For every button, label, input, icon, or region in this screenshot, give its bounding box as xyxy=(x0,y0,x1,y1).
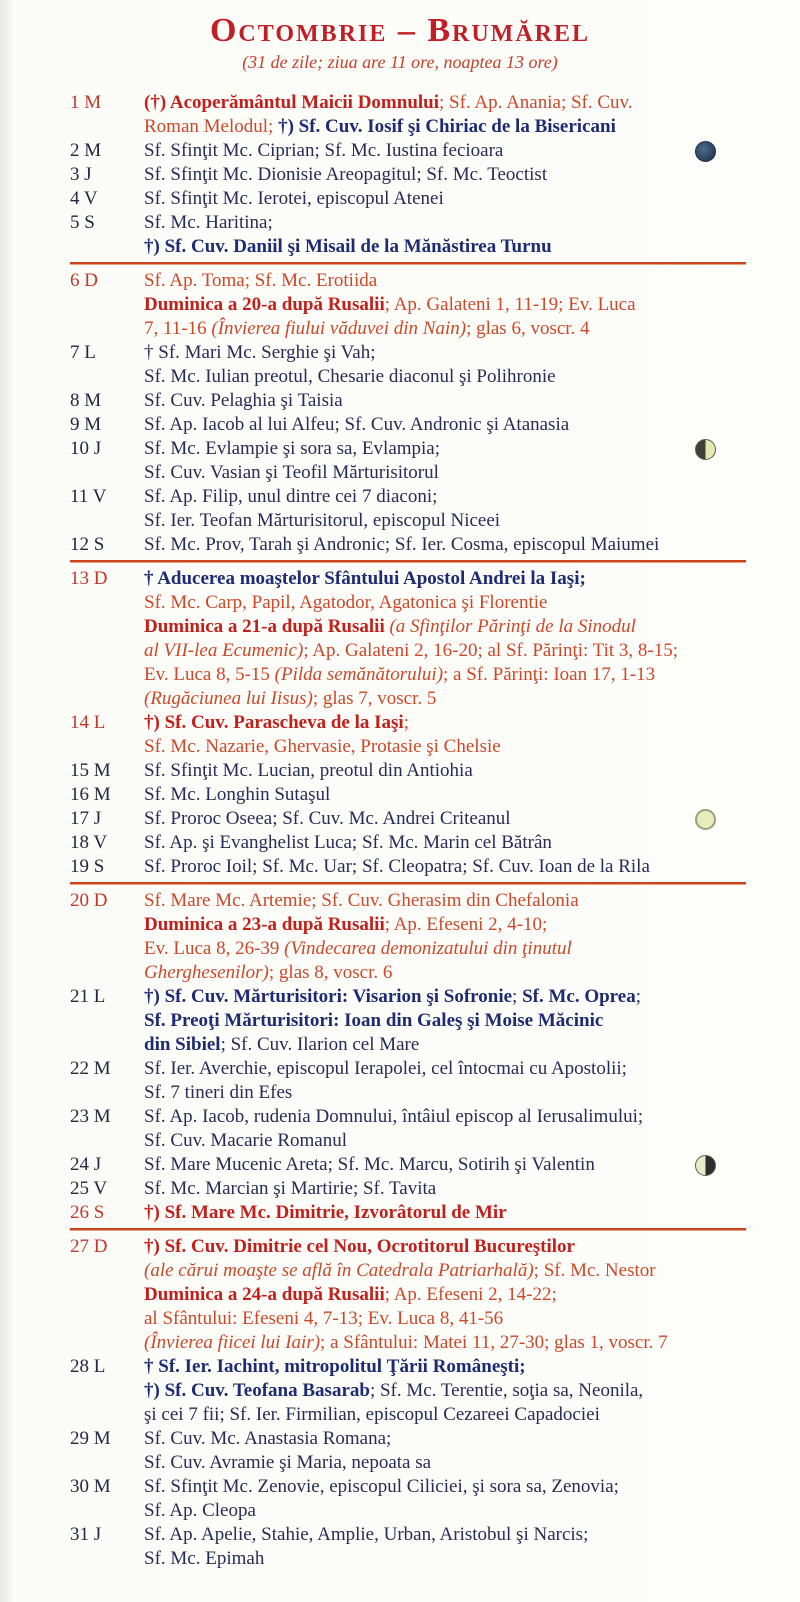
text-segment: ; Ap. Efeseni 2, 14-22; xyxy=(384,1284,557,1306)
text-segment: Sf. Sfinţit Mc. Ciprian; Sf. Mc. Iustina fecioara xyxy=(144,140,504,162)
calendar-entry-29-m xyxy=(70,1427,746,1475)
text-segment: Sf. Sfinţit Mc. Dionisie Areopagitul; Sf. Mc. Teoctist xyxy=(144,164,548,186)
text-segment: Sf. Cuv. Macarie Romanul xyxy=(144,1130,347,1152)
text-segment: Sf. Ap. Cleopa xyxy=(144,1500,256,1522)
text-segment: Sf. Mc. Prov, Tarah şi Andronic; Sf. Ier. Cosma, episcopul Maiumei xyxy=(144,534,660,556)
day-label: 9 M xyxy=(70,414,102,436)
text-segment: †) Sf. Cuv. Parascheva de la Iaşi xyxy=(144,712,404,734)
entry-line xyxy=(144,1105,746,1129)
calendar-entry-3-j xyxy=(70,163,746,187)
day-label: 7 L xyxy=(70,342,96,364)
entry-line xyxy=(144,1177,746,1201)
calendar-entry-30-m xyxy=(70,1475,746,1523)
text-segment: Sf. 7 tineri din Efes xyxy=(144,1082,293,1104)
text-segment: Ev. Luca 8, 26-39 xyxy=(144,938,285,960)
entry-text xyxy=(144,1235,746,1355)
calendar-entry-24-j xyxy=(70,1153,746,1177)
day-label: 10 J xyxy=(70,438,102,460)
text-segment: Sf. Mc. Carp, Papil, Agatodor, Agatonica şi Florentie xyxy=(144,592,548,614)
day-label: 16 M xyxy=(70,784,111,806)
entry-line xyxy=(144,1283,746,1307)
entry-text xyxy=(144,533,746,557)
text-segment: (ale cărui moaşte se află în Catedrala Patriarhală) xyxy=(144,1260,534,1282)
text-segment: Sf. Mc. Epimah xyxy=(144,1548,265,1570)
entry-line xyxy=(144,533,746,557)
entry-text xyxy=(144,341,746,389)
text-segment: Sf. Cuv. Vasian şi Teofil Mărturisitorul xyxy=(144,462,439,484)
entry-line xyxy=(144,115,746,139)
entry-text xyxy=(144,1177,746,1201)
text-segment: †) Sf. Cuv. Iosif şi Chiriac de la Bisericani xyxy=(278,116,616,138)
entry-line xyxy=(144,663,746,687)
text-segment: (a Sfinţilor Părinţi de la Sinodul xyxy=(384,616,636,638)
entry-text xyxy=(144,759,746,783)
entry-line xyxy=(144,591,746,615)
calendar-entry-10-j xyxy=(70,437,746,485)
calendar-entry-22-m xyxy=(70,1057,746,1105)
entry-line xyxy=(144,913,746,937)
day-label: 20 D xyxy=(70,890,108,912)
day-label: 15 M xyxy=(70,760,111,782)
entry-line xyxy=(144,783,746,807)
text-segment: Sf. Ap. Iacob al lui Alfeu; Sf. Cuv. Andronic şi Atanasia xyxy=(144,414,570,436)
day-label: 12 S xyxy=(70,534,105,556)
entry-line xyxy=(144,509,746,533)
text-segment: †) Sf. Cuv. Daniil şi Misail de la Mănăstirea Turnu xyxy=(144,236,552,258)
text-segment: Sf. Cuv. Pelaghia şi Taisia xyxy=(144,390,343,412)
entry-line xyxy=(144,759,746,783)
calendar-entry-8-m xyxy=(70,389,746,413)
entry-text xyxy=(144,269,746,341)
entry-line xyxy=(144,413,746,437)
entry-line xyxy=(144,961,746,985)
calendar-entry-12-s xyxy=(70,533,746,557)
text-segment: ; Ap. Galateni 2, 16-20; al Sf. Părinţi: Tit 3, 8-15; xyxy=(303,640,679,662)
text-segment: Roman Melodul; xyxy=(144,116,279,138)
entry-line xyxy=(144,163,746,187)
entry-line xyxy=(144,889,746,913)
text-segment: Sf. Proroc Oseea; Sf. Cuv. Mc. Andrei Criteanul xyxy=(144,808,511,830)
entry-text xyxy=(144,855,746,879)
text-segment: ; a Sfântului: Matei 11, 27-30; glas 1, voscr. 7 xyxy=(320,1332,668,1354)
entry-line xyxy=(144,1451,746,1475)
calendar-entry-1-m xyxy=(70,91,746,139)
entry-line xyxy=(144,437,746,461)
text-segment: Ev. Luca 8, 5-15 xyxy=(144,664,275,686)
day-label: 13 D xyxy=(70,568,108,590)
calendar-entry-7-l xyxy=(70,341,746,389)
calendar-entry-13-d xyxy=(70,567,746,711)
entry-line xyxy=(144,1307,746,1331)
text-segment: Sf. Mc. Oprea xyxy=(522,986,636,1008)
text-segment: Sf. Mc. Longhin Sutaşul xyxy=(144,784,331,806)
text-segment: † Sf. Mari Mc. Serghie şi Vah; xyxy=(144,342,376,364)
calendar-entry-25-v xyxy=(70,1177,746,1201)
day-label: 31 J xyxy=(70,1524,102,1546)
entry-line xyxy=(144,807,746,831)
day-label: 5 S xyxy=(70,212,95,234)
text-segment: ; Sf. Ap. Anania; Sf. Cuv. xyxy=(439,92,633,114)
day-label: 2 M xyxy=(70,140,102,162)
entry-text xyxy=(144,567,746,711)
sunday-separator xyxy=(70,1228,746,1231)
text-segment: Sf. Mc. Nazarie, Ghervasie, Protasie şi Chelsie xyxy=(144,736,501,758)
entry-text xyxy=(144,783,746,807)
entry-text xyxy=(144,1475,746,1523)
entry-text xyxy=(144,889,746,985)
text-segment: Sf. Ap. Iacob, rudenia Domnului, întâiul episcop al Ierusalimului; xyxy=(144,1106,644,1128)
entry-text xyxy=(144,163,746,187)
entry-line xyxy=(144,389,746,413)
day-label: 23 M xyxy=(70,1106,111,1128)
entry-line xyxy=(144,139,746,163)
text-segment: ; xyxy=(403,712,409,734)
entry-text xyxy=(144,831,746,855)
entry-text xyxy=(144,1105,746,1153)
entry-line xyxy=(144,1057,746,1081)
entry-line xyxy=(144,687,746,711)
entry-text xyxy=(144,807,746,831)
entry-line xyxy=(144,269,746,293)
entry-line xyxy=(144,293,746,317)
entry-text xyxy=(144,1201,746,1225)
text-segment: (Învierea fiicei lui Iair) xyxy=(144,1332,321,1354)
text-segment: Sf. Cuv. Avramie şi Maria, nepoata sa xyxy=(144,1452,432,1474)
text-segment: Sf. Sfinţit Mc. Ierotei, episcopul Atenei xyxy=(144,188,444,210)
text-segment: Sf. Ap. Toma; Sf. Mc. Erotiida xyxy=(144,270,378,292)
calendar-entry-19-s xyxy=(70,855,746,879)
entry-text xyxy=(144,1153,746,1177)
entry-line xyxy=(144,711,746,735)
entry-line xyxy=(144,341,746,365)
day-label: 6 D xyxy=(70,270,98,292)
text-segment: Sf. Mc. Evlampie şi sora sa, Evlampia; xyxy=(144,438,441,460)
entry-line xyxy=(144,235,746,259)
calendar-entry-4-v xyxy=(70,187,746,211)
entry-line xyxy=(144,1475,746,1499)
text-segment: Gherghesenilor) xyxy=(144,962,269,984)
text-segment: †) Sf. Cuv. Mărturisitori: Visarion şi Sofronie xyxy=(144,986,513,1008)
calendar-entry-15-m xyxy=(70,759,746,783)
text-segment: †) Sf. Cuv. Dimitrie cel Nou, Ocrotitorul Bucureştilor xyxy=(144,1236,575,1258)
text-segment: Sf. Mare Mucenic Areta; Sf. Mc. Marcu, Sotirih şi Valentin xyxy=(144,1154,595,1176)
entry-line xyxy=(144,937,746,961)
calendar-entry-31-j xyxy=(70,1523,746,1571)
text-segment: ; Ap. Galateni 1, 11-19; Ev. Luca xyxy=(384,294,636,316)
calendar-entry-28-l xyxy=(70,1355,746,1427)
text-segment: Sf. Mc. Haritina; xyxy=(144,212,273,234)
sunday-separator xyxy=(70,882,746,885)
calendar-entry-21-l xyxy=(70,985,746,1057)
text-segment: Sf. Proroc Ioil; Sf. Mc. Uar; Sf. Cleopatra; Sf. Cuv. Ioan de la Rila xyxy=(144,856,650,878)
entry-line xyxy=(144,855,746,879)
day-label: 29 M xyxy=(70,1428,111,1450)
day-label: 22 M xyxy=(70,1058,111,1080)
sunday-separator xyxy=(70,262,746,265)
day-label: 30 M xyxy=(70,1476,111,1498)
entry-text xyxy=(144,389,746,413)
entry-text xyxy=(144,91,746,139)
entry-line xyxy=(144,91,746,115)
entry-line xyxy=(144,1201,746,1225)
entry-line xyxy=(144,485,746,509)
entry-text xyxy=(144,413,746,437)
calendar-entry-18-v xyxy=(70,831,746,855)
calendar-list xyxy=(0,91,800,1571)
text-segment: Sf. Sfinţit Mc. Lucian, preotul din Antiohia xyxy=(144,760,473,782)
calendar-entry-20-d xyxy=(70,889,746,985)
calendar-entry-23-m xyxy=(70,1105,746,1153)
day-label: 28 L xyxy=(70,1356,106,1378)
calendar-entry-9-m xyxy=(70,413,746,437)
text-segment: al VII-lea Ecumenic) xyxy=(144,640,304,662)
day-label: 19 S xyxy=(70,856,105,878)
text-segment: (Pilda semănătorului) xyxy=(274,664,444,686)
text-segment: Sf. Ap. Apelie, Stahie, Amplie, Urban, Aristobul şi Narcis; xyxy=(144,1524,589,1546)
entry-line xyxy=(144,567,746,591)
entry-line xyxy=(144,1235,746,1259)
entry-line xyxy=(144,735,746,759)
day-label: 4 V xyxy=(70,188,98,210)
entry-text xyxy=(144,1523,746,1571)
entry-line xyxy=(144,1355,746,1379)
entry-text xyxy=(144,985,746,1057)
text-segment: Sf. Ier. Averchie, episcopul Ierapolei, cel întocmai cu Apostolii; xyxy=(144,1058,627,1080)
text-segment: Sf. Ier. Teofan Mărturisitorul, episcopul Niceei xyxy=(144,510,501,532)
text-segment: din Sibiel xyxy=(144,1034,221,1056)
entry-line xyxy=(144,1427,746,1451)
text-segment: Sf. Ap. şi Evanghelist Luca; Sf. Mc. Marin cel Bătrân xyxy=(144,832,552,854)
day-label: 27 D xyxy=(70,1236,108,1258)
text-segment: †) Sf. Cuv. Teofana Basarab xyxy=(144,1380,370,1402)
day-label: 1 M xyxy=(70,92,102,114)
entry-line xyxy=(144,1009,746,1033)
entry-line xyxy=(144,639,746,663)
text-segment: şi cei 7 fii; Sf. Ier. Firmilian, episcopul Cezareei Capadociei xyxy=(144,1404,600,1426)
day-label: 25 V xyxy=(70,1178,108,1200)
entry-text xyxy=(144,485,746,533)
text-segment: (Învierea fiului văduvei din Nain) xyxy=(211,318,467,340)
text-segment: 7, 11-16 xyxy=(144,318,212,340)
text-segment: †) Sf. Mare Mc. Dimitrie, Izvorâtorul de Mir xyxy=(144,1202,507,1224)
entry-line xyxy=(144,1033,746,1057)
text-segment: ; a Sf. Părinţi: Ioan 17, 1-13 xyxy=(443,664,656,686)
entry-text xyxy=(144,1355,746,1427)
entry-text xyxy=(144,187,746,211)
calendar-entry-5-s xyxy=(70,211,746,259)
day-label: 11 V xyxy=(70,486,107,508)
text-segment: † Sf. Ier. Iachint, mitropolitul Ţării Româneşti; xyxy=(144,1356,526,1378)
entry-line xyxy=(144,1331,746,1355)
entry-text xyxy=(144,437,746,485)
day-label: 3 J xyxy=(70,164,92,186)
text-segment: Sf. Mare Mc. Artemie; Sf. Cuv. Gherasim din Chefalonia xyxy=(144,890,579,912)
text-segment: Duminica a 21-a după Rusalii xyxy=(144,616,385,638)
text-segment: (Vindecarea demonizatului din ţinutul xyxy=(284,938,572,960)
entry-line xyxy=(144,317,746,341)
calendar-entry-14-l xyxy=(70,711,746,759)
text-segment: Sf. Sfinţit Mc. Zenovie, episcopul Ciliciei, şi sora sa, Zenovia; xyxy=(144,1476,619,1498)
entry-line xyxy=(144,1081,746,1105)
entry-line xyxy=(144,1259,746,1283)
text-segment: ; Sf. Mc. Terentie, soţia sa, Neonila, xyxy=(369,1380,644,1402)
text-segment: (Rugăciunea lui Iisus) xyxy=(144,688,313,710)
day-label: 14 L xyxy=(70,712,106,734)
entry-line xyxy=(144,615,746,639)
text-segment: Sf. Mc. Iulian preotul, Chesarie diaconul şi Polihronie xyxy=(144,366,556,388)
entry-text xyxy=(144,1427,746,1475)
day-label: 21 L xyxy=(70,986,106,1008)
entry-line xyxy=(144,187,746,211)
entry-line xyxy=(144,831,746,855)
text-segment: ; glas 7, voscr. 5 xyxy=(312,688,437,710)
text-segment: Duminica a 20-a după Rusalii xyxy=(144,294,385,316)
text-segment: Sf. Ap. Filip, unul dintre cei 7 diaconi; xyxy=(144,486,438,508)
text-segment: ; Sf. Cuv. Ilarion cel Mare xyxy=(220,1034,420,1056)
entry-text xyxy=(144,139,746,163)
entry-text xyxy=(144,711,746,759)
calendar-entry-17-j xyxy=(70,807,746,831)
calendar-entry-26-s xyxy=(70,1201,746,1225)
text-segment: Duminica a 24-a după Rusalii xyxy=(144,1284,385,1306)
text-segment: Sf. Cuv. Mc. Anastasia Romana; xyxy=(144,1428,392,1450)
text-segment: Sf. Preoţi Mărturisitori: Ioan din Galeş şi Moise Măcinic xyxy=(144,1010,604,1032)
calendar-entry-2-m xyxy=(70,139,746,163)
sunday-separator xyxy=(70,560,746,563)
entry-line xyxy=(144,985,746,1009)
calendar-entry-27-d xyxy=(70,1235,746,1355)
text-segment: Sf. Mc. Marcian şi Martirie; Sf. Tavita xyxy=(144,1178,437,1200)
text-segment: Duminica a 23-a după Rusalii xyxy=(144,914,385,936)
entry-line xyxy=(144,1523,746,1547)
text-segment: ; xyxy=(512,986,523,1008)
entry-line xyxy=(144,211,746,235)
entry-line xyxy=(144,1129,746,1153)
entry-line xyxy=(144,1499,746,1523)
text-segment: (†) Acoperământul Maicii Domnului xyxy=(144,92,440,114)
text-segment: ; glas 6, voscr. 4 xyxy=(466,318,590,340)
calendar-entry-11-v xyxy=(70,485,746,533)
entry-line xyxy=(144,1403,746,1427)
day-label: 8 M xyxy=(70,390,102,412)
day-label: 24 J xyxy=(70,1154,102,1176)
day-label: 17 J xyxy=(70,808,102,830)
entry-line xyxy=(144,461,746,485)
entry-line xyxy=(144,365,746,389)
calendar-entry-16-m xyxy=(70,783,746,807)
text-segment: ; glas 8, voscr. 6 xyxy=(268,962,393,984)
entry-text xyxy=(144,211,746,259)
text-segment: † Aducerea moaştelor Sfântului Apostol Andrei la Iaşi; xyxy=(144,568,586,590)
day-label: 26 S xyxy=(70,1202,105,1224)
text-segment: al Sfântului: Efeseni 4, 7-13; Ev. Luca 8, 41-56 xyxy=(144,1308,504,1330)
calendar-entry-6-d xyxy=(70,269,746,341)
text-segment: ; Ap. Efeseni 2, 4-10; xyxy=(384,914,548,936)
text-segment: ; Sf. Mc. Nestor xyxy=(533,1260,656,1282)
month-subtitle: (31 de zile; ziua are 11 ore, noaptea 13 ore) xyxy=(242,52,558,73)
entry-line xyxy=(144,1547,746,1571)
month-title: Octombrie – Brumărel xyxy=(209,12,591,49)
entry-line xyxy=(144,1379,746,1403)
text-segment: ; xyxy=(635,986,641,1008)
entry-text xyxy=(144,1057,746,1105)
day-label: 18 V xyxy=(70,832,108,854)
entry-line xyxy=(144,1153,746,1177)
